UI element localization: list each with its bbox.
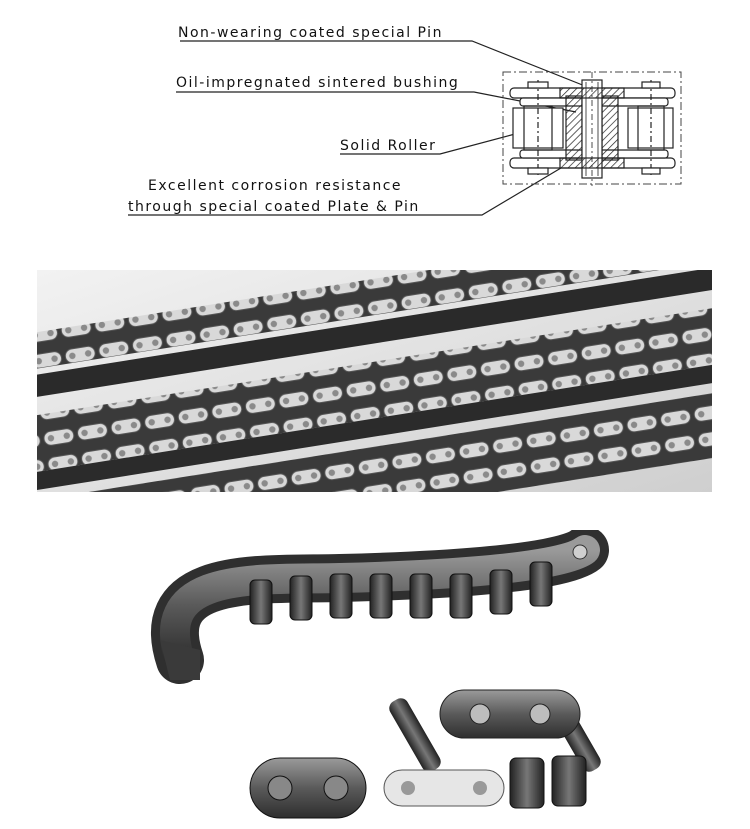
cross-section-diagram — [0, 0, 750, 225]
roller-callout: Solid Roller — [340, 138, 437, 154]
spring-clip — [384, 770, 504, 806]
right-pin-head-bottom — [642, 168, 660, 174]
roller-chain-photo — [37, 270, 712, 492]
outer-plate — [250, 758, 366, 818]
chain-parts-photo — [140, 530, 610, 829]
bushing-callout: Oil-impregnated sintered bushing — [176, 75, 460, 91]
plate-callout-line1: Excellent corrosion resistance — [148, 178, 403, 194]
left-pin-head-top — [528, 82, 548, 88]
plate-callout-line2: through special coated Plate & Pin — [128, 199, 420, 215]
roller-chain-photo-icon — [37, 270, 712, 492]
pin-callout: Non-wearing coated special Pin — [178, 25, 443, 41]
right-pin-head-top — [642, 82, 660, 88]
center-section — [560, 72, 624, 186]
chain-parts-photo-icon — [140, 530, 610, 829]
left-pin-head-bottom — [528, 168, 548, 174]
bushings — [510, 756, 586, 808]
bushing-section-right — [602, 96, 618, 160]
bushing-section-left — [566, 96, 582, 160]
curved-chain — [160, 545, 587, 680]
